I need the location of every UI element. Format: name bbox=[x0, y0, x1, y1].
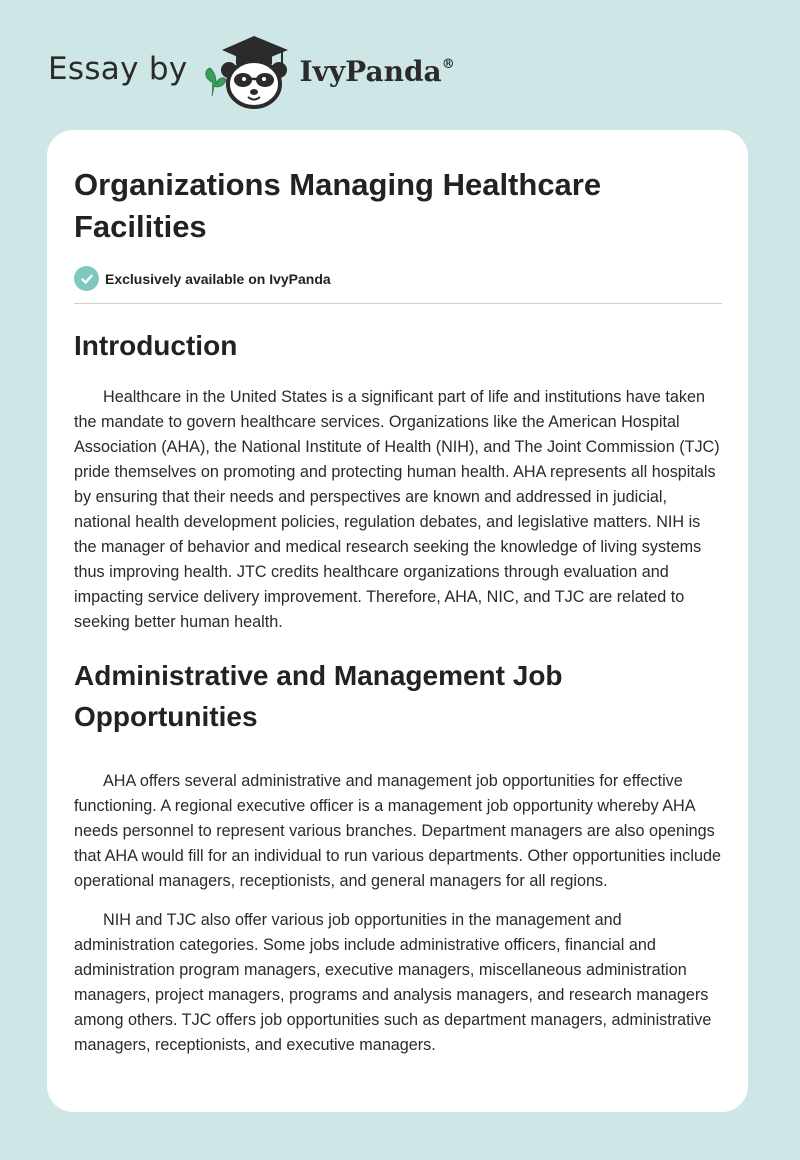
section-heading-introduction: Introduction bbox=[74, 330, 238, 361]
paragraph: NIH and TJC also offer various job opportunities in the management and administration categories. Some jobs include administrative officers, financial and administration program managers, executive managers, miscellaneous administration managers, project managers, programs and analysis managers, and research managers among others. TJC offers job opportunities such as department managers, administrative managers, receptionists, and executive managers. bbox=[74, 911, 712, 1054]
divider bbox=[74, 303, 722, 304]
brand-logo-text[interactable]: IvyPanda® bbox=[299, 54, 455, 88]
section-heading-job-opportunities: Administrative and Management Job Opportunities bbox=[74, 660, 563, 732]
brand-header bbox=[48, 34, 455, 110]
check-circle-icon bbox=[74, 266, 99, 291]
paragraph: AHA offers several administrative and management job opportunities for effective functioning. A regional executive officer is a management job opportunity whereby AHA needs personnel to represent various branches. Department managers are also openings that AHA would fill for an individual to run various departments. Other opportunities include operational managers, receptionists, and general managers for all regions. bbox=[74, 772, 721, 890]
essay-by-label: Essay by bbox=[48, 51, 188, 87]
panda-graduation-cap-icon bbox=[202, 34, 298, 110]
exclusive-badge bbox=[74, 266, 722, 291]
paragraph: Healthcare in the United States is a significant part of life and institutions have taken the mandate to govern healthcare services. Organizations like the American Hospital Association (AHA), the National Institute of Health (NIH), and The Joint Commission (TJC) pride themselves on promoting and protecting human health. AHA represents all hospitals by ensuring that their needs and perspectives are known and addressed in judicial, national health development policies, regulation debates, and legislative matters. NIH is the manager of behavior and medical research seeking the knowledge of living systems thus improving health. JTC credits healthcare organizations through evaluation and impacting service delivery improvement. Therefore, AHA, NIC, and TJC are related to seeking better human health. bbox=[74, 388, 720, 631]
essay-card bbox=[47, 130, 748, 1112]
page-title: Organizations Managing Healthcare Facilities bbox=[74, 167, 602, 244]
exclusive-label: Exclusively available on IvyPanda bbox=[105, 270, 331, 287]
